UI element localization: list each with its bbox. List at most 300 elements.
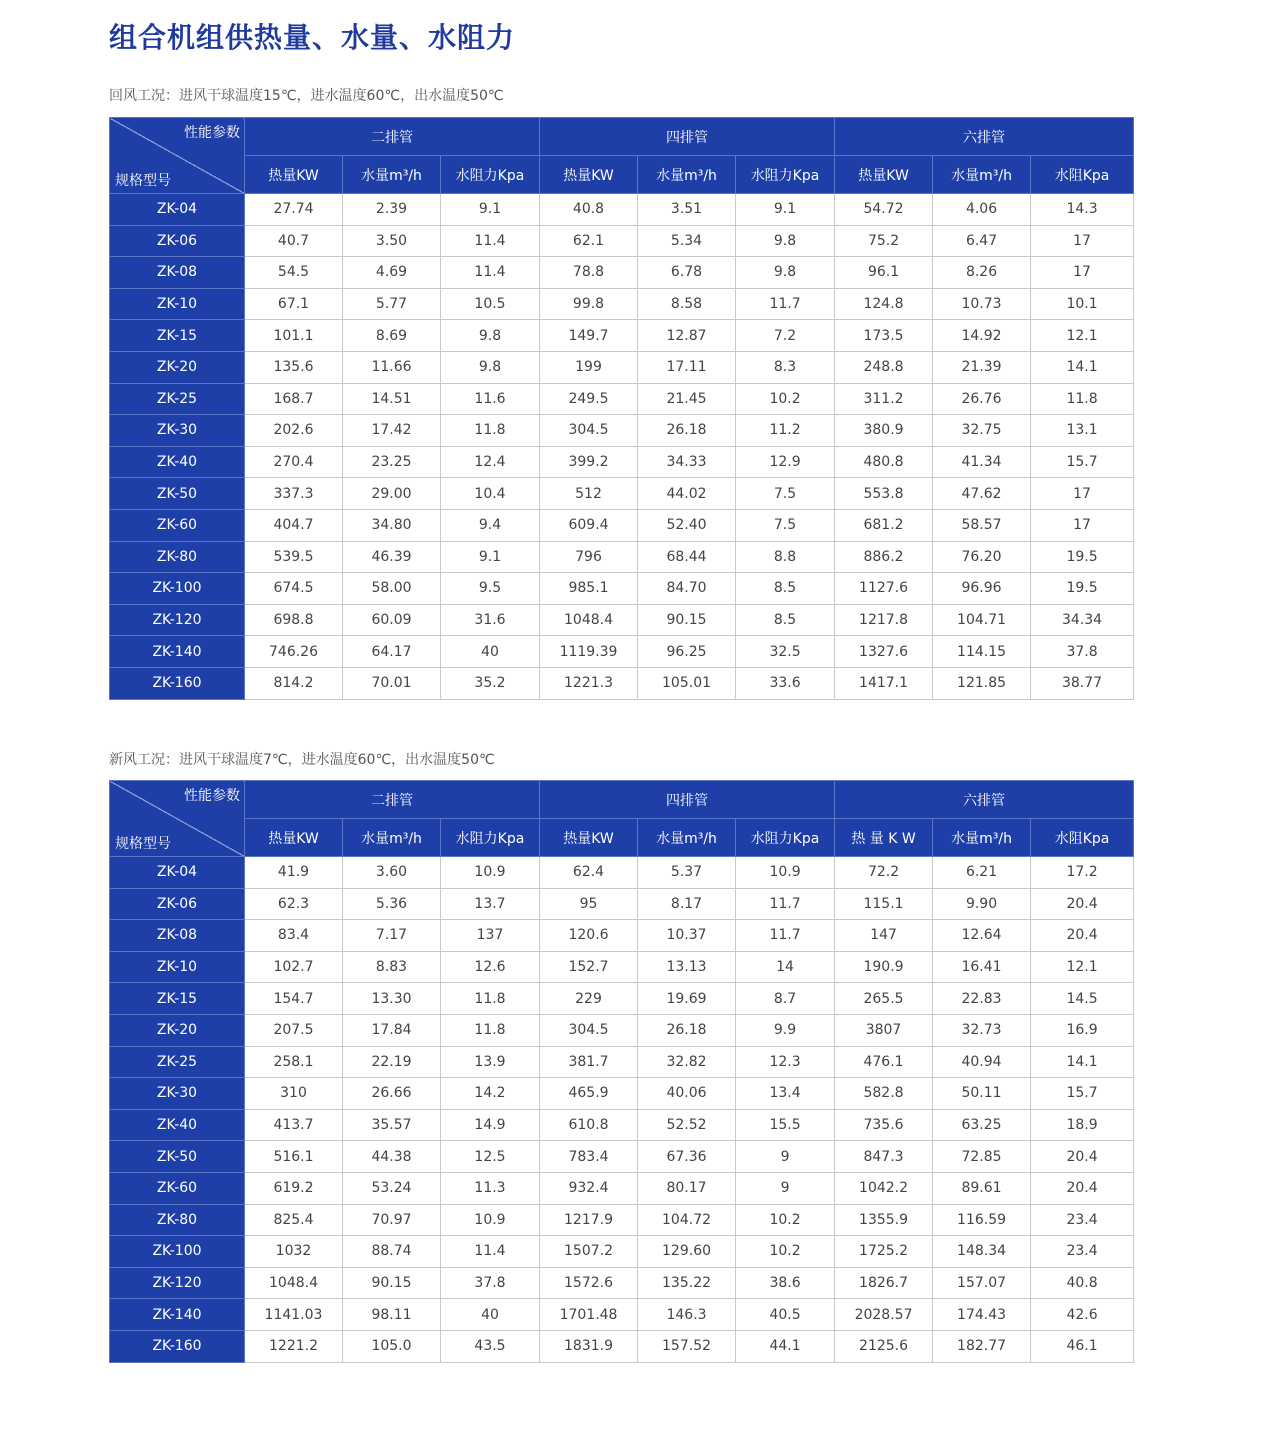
- value-cell: 105.01: [638, 667, 736, 699]
- value-cell: 22.19: [343, 1046, 441, 1078]
- value-cell: 9.1: [441, 194, 540, 226]
- value-cell: 7.5: [736, 509, 835, 541]
- value-cell: 1725.2: [835, 1236, 933, 1268]
- model-cell: ZK-160: [110, 1330, 245, 1362]
- value-cell: 10.73: [933, 288, 1031, 320]
- value-cell: 104.71: [933, 604, 1031, 636]
- table-row: [110, 288, 1134, 320]
- value-cell: 52.40: [638, 509, 736, 541]
- value-cell: 17: [1031, 257, 1134, 289]
- model-cell: ZK-60: [110, 1172, 245, 1204]
- value-cell: 129.60: [638, 1236, 736, 1268]
- value-cell: 5.34: [638, 225, 736, 257]
- value-cell: 3807: [835, 1014, 933, 1046]
- value-cell: 10.5: [441, 288, 540, 320]
- value-cell: 41.34: [933, 446, 1031, 478]
- value-cell: 1141.03: [245, 1299, 343, 1331]
- value-cell: 9.5: [441, 573, 540, 605]
- column-header: 热 量 K W: [835, 819, 933, 857]
- value-cell: 8.83: [343, 951, 441, 983]
- value-cell: 14.1: [1031, 351, 1134, 383]
- value-cell: 84.70: [638, 573, 736, 605]
- value-cell: 18.9: [1031, 1109, 1134, 1141]
- column-header: 水量m³/h: [933, 156, 1031, 194]
- value-cell: 12.9: [736, 446, 835, 478]
- value-cell: 8.8: [736, 541, 835, 573]
- value-cell: 16.9: [1031, 1014, 1134, 1046]
- value-cell: 21.39: [933, 351, 1031, 383]
- value-cell: 380.9: [835, 415, 933, 447]
- value-cell: 149.7: [540, 320, 638, 352]
- value-cell: 619.2: [245, 1172, 343, 1204]
- value-cell: 304.5: [540, 1014, 638, 1046]
- value-cell: 12.87: [638, 320, 736, 352]
- model-cell: ZK-120: [110, 1267, 245, 1299]
- value-cell: 480.8: [835, 446, 933, 478]
- value-cell: 38.77: [1031, 667, 1134, 699]
- value-cell: 11.7: [736, 920, 835, 952]
- value-cell: 6.21: [933, 857, 1031, 889]
- table-row: [110, 541, 1134, 573]
- value-cell: 11.6: [441, 383, 540, 415]
- value-cell: 10.2: [736, 1236, 835, 1268]
- table-row: [110, 983, 1134, 1015]
- value-cell: 147: [835, 920, 933, 952]
- value-cell: 681.2: [835, 509, 933, 541]
- value-cell: 8.26: [933, 257, 1031, 289]
- model-cell: ZK-140: [110, 636, 245, 668]
- value-cell: 10.37: [638, 920, 736, 952]
- value-cell: 337.3: [245, 478, 343, 510]
- value-cell: 512: [540, 478, 638, 510]
- value-cell: 64.17: [343, 636, 441, 668]
- value-cell: 12.1: [1031, 951, 1134, 983]
- value-cell: 34.34: [1031, 604, 1134, 636]
- model-cell: ZK-04: [110, 857, 245, 889]
- value-cell: 8.17: [638, 888, 736, 920]
- column-header: 水量m³/h: [638, 819, 736, 857]
- value-cell: 173.5: [835, 320, 933, 352]
- model-cell: ZK-10: [110, 288, 245, 320]
- value-cell: 404.7: [245, 509, 343, 541]
- value-cell: 12.5: [441, 1141, 540, 1173]
- value-cell: 7.2: [736, 320, 835, 352]
- value-cell: 265.5: [835, 983, 933, 1015]
- value-cell: 553.8: [835, 478, 933, 510]
- return-air-spec-table: [109, 117, 1134, 700]
- value-cell: 13.30: [343, 983, 441, 1015]
- value-cell: 101.1: [245, 320, 343, 352]
- value-cell: 9.8: [736, 257, 835, 289]
- value-cell: 58.57: [933, 509, 1031, 541]
- value-cell: 2.39: [343, 194, 441, 226]
- value-cell: 20.4: [1031, 1141, 1134, 1173]
- value-cell: 674.5: [245, 573, 343, 605]
- value-cell: 1127.6: [835, 573, 933, 605]
- value-cell: 12.64: [933, 920, 1031, 952]
- value-cell: 52.52: [638, 1109, 736, 1141]
- value-cell: 32.5: [736, 636, 835, 668]
- value-cell: 115.1: [835, 888, 933, 920]
- value-cell: 249.5: [540, 383, 638, 415]
- model-cell: ZK-20: [110, 1014, 245, 1046]
- value-cell: 10.9: [441, 857, 540, 889]
- value-cell: 11.4: [441, 257, 540, 289]
- value-cell: 16.41: [933, 951, 1031, 983]
- value-cell: 381.7: [540, 1046, 638, 1078]
- value-cell: 10.1: [1031, 288, 1134, 320]
- value-cell: 610.8: [540, 1109, 638, 1141]
- value-cell: 44.1: [736, 1330, 835, 1362]
- value-cell: 20.4: [1031, 888, 1134, 920]
- value-cell: 5.36: [343, 888, 441, 920]
- value-cell: 62.1: [540, 225, 638, 257]
- value-cell: 54.5: [245, 257, 343, 289]
- value-cell: 9.8: [441, 351, 540, 383]
- value-cell: 9.8: [736, 225, 835, 257]
- value-cell: 37.8: [1031, 636, 1134, 668]
- model-cell: ZK-08: [110, 257, 245, 289]
- model-cell: ZK-100: [110, 573, 245, 605]
- value-cell: 1701.48: [540, 1299, 638, 1331]
- value-cell: 135.6: [245, 351, 343, 383]
- value-cell: 29.00: [343, 478, 441, 510]
- model-cell: ZK-08: [110, 920, 245, 952]
- value-cell: 40: [441, 636, 540, 668]
- value-cell: 304.5: [540, 415, 638, 447]
- value-cell: 72.85: [933, 1141, 1031, 1173]
- value-cell: 1048.4: [245, 1267, 343, 1299]
- value-cell: 13.13: [638, 951, 736, 983]
- value-cell: 9.8: [441, 320, 540, 352]
- coil-group-header: 二排管: [245, 118, 540, 156]
- value-cell: 229: [540, 983, 638, 1015]
- value-cell: 26.18: [638, 415, 736, 447]
- value-cell: 6.78: [638, 257, 736, 289]
- value-cell: 34.80: [343, 509, 441, 541]
- value-cell: 8.5: [736, 604, 835, 636]
- value-cell: 11.8: [1031, 383, 1134, 415]
- model-cell: ZK-04: [110, 194, 245, 226]
- value-cell: 68.44: [638, 541, 736, 573]
- value-cell: 168.7: [245, 383, 343, 415]
- value-cell: 157.07: [933, 1267, 1031, 1299]
- column-header: 热量KW: [540, 156, 638, 194]
- value-cell: 38.6: [736, 1267, 835, 1299]
- table-row: [110, 1330, 1134, 1362]
- value-cell: 202.6: [245, 415, 343, 447]
- value-cell: 40.5: [736, 1299, 835, 1331]
- value-cell: 78.8: [540, 257, 638, 289]
- value-cell: 539.5: [245, 541, 343, 573]
- column-header: 水阻力Kpa: [441, 819, 540, 857]
- value-cell: 104.72: [638, 1204, 736, 1236]
- value-cell: 3.50: [343, 225, 441, 257]
- value-cell: 516.1: [245, 1141, 343, 1173]
- value-cell: 4.06: [933, 194, 1031, 226]
- value-cell: 11.7: [736, 888, 835, 920]
- corner-header: [110, 118, 245, 194]
- value-cell: 932.4: [540, 1172, 638, 1204]
- model-cell: ZK-15: [110, 320, 245, 352]
- value-cell: 76.20: [933, 541, 1031, 573]
- table-row: [110, 1204, 1134, 1236]
- value-cell: 17: [1031, 225, 1134, 257]
- model-cell: ZK-30: [110, 1078, 245, 1110]
- value-cell: 146.3: [638, 1299, 736, 1331]
- value-cell: 2028.57: [835, 1299, 933, 1331]
- value-cell: 270.4: [245, 446, 343, 478]
- value-cell: 152.7: [540, 951, 638, 983]
- table-row: [110, 1141, 1134, 1173]
- table-row: [110, 1046, 1134, 1078]
- value-cell: 32.73: [933, 1014, 1031, 1046]
- model-cell: ZK-40: [110, 1109, 245, 1141]
- performance-params-label: 性能参数: [184, 788, 240, 804]
- value-cell: 11.2: [736, 415, 835, 447]
- value-cell: 174.43: [933, 1299, 1031, 1331]
- column-header: 水量m³/h: [343, 819, 441, 857]
- value-cell: 40.8: [1031, 1267, 1134, 1299]
- value-cell: 23.25: [343, 446, 441, 478]
- table-row: [110, 446, 1134, 478]
- value-cell: 796: [540, 541, 638, 573]
- table-row: [110, 573, 1134, 605]
- coil-group-header: 六排管: [835, 118, 1134, 156]
- corner-header: [110, 781, 245, 857]
- value-cell: 1032: [245, 1236, 343, 1268]
- fresh-air-condition: 新风工况：进风干球温度7℃，进水温度60℃，出水温度50℃: [109, 752, 495, 768]
- value-cell: 88.74: [343, 1236, 441, 1268]
- table-row: [110, 383, 1134, 415]
- value-cell: 19.69: [638, 983, 736, 1015]
- value-cell: 70.01: [343, 667, 441, 699]
- value-cell: 190.9: [835, 951, 933, 983]
- value-cell: 413.7: [245, 1109, 343, 1141]
- value-cell: 114.15: [933, 636, 1031, 668]
- value-cell: 476.1: [835, 1046, 933, 1078]
- table-row: [110, 225, 1134, 257]
- value-cell: 13.7: [441, 888, 540, 920]
- value-cell: 10.2: [736, 383, 835, 415]
- value-cell: 21.45: [638, 383, 736, 415]
- model-cell: ZK-06: [110, 888, 245, 920]
- value-cell: 90.15: [343, 1267, 441, 1299]
- value-cell: 11.66: [343, 351, 441, 383]
- value-cell: 44.38: [343, 1141, 441, 1173]
- value-cell: 12.3: [736, 1046, 835, 1078]
- value-cell: 15.5: [736, 1109, 835, 1141]
- coil-group-header: 四排管: [540, 118, 835, 156]
- value-cell: 11.4: [441, 1236, 540, 1268]
- value-cell: 399.2: [540, 446, 638, 478]
- value-cell: 10.2: [736, 1204, 835, 1236]
- value-cell: 11.8: [441, 1014, 540, 1046]
- value-cell: 258.1: [245, 1046, 343, 1078]
- value-cell: 5.37: [638, 857, 736, 889]
- table-row: [110, 1014, 1134, 1046]
- column-header: 水阻力Kpa: [736, 156, 835, 194]
- column-header: 水阻Kpa: [1031, 819, 1134, 857]
- value-cell: 46.1: [1031, 1330, 1134, 1362]
- value-cell: 105.0: [343, 1330, 441, 1362]
- value-cell: 12.4: [441, 446, 540, 478]
- value-cell: 182.77: [933, 1330, 1031, 1362]
- page-title: 组合机组供热量、水量、水阻力: [109, 21, 516, 54]
- value-cell: 50.11: [933, 1078, 1031, 1110]
- model-spec-label: 规格型号: [115, 836, 171, 852]
- value-cell: 1048.4: [540, 604, 638, 636]
- table-row: [110, 194, 1134, 226]
- value-cell: 37.8: [441, 1267, 540, 1299]
- value-cell: 9.90: [933, 888, 1031, 920]
- model-cell: ZK-50: [110, 478, 245, 510]
- table-row: [110, 1236, 1134, 1268]
- value-cell: 14.2: [441, 1078, 540, 1110]
- value-cell: 8.7: [736, 983, 835, 1015]
- value-cell: 23.4: [1031, 1236, 1134, 1268]
- value-cell: 124.8: [835, 288, 933, 320]
- value-cell: 8.5: [736, 573, 835, 605]
- value-cell: 75.2: [835, 225, 933, 257]
- value-cell: 17: [1031, 478, 1134, 510]
- value-cell: 95: [540, 888, 638, 920]
- value-cell: 63.25: [933, 1109, 1031, 1141]
- value-cell: 32.82: [638, 1046, 736, 1078]
- table-row: [110, 636, 1134, 668]
- model-spec-label: 规格型号: [115, 173, 171, 189]
- column-header: 水阻Kpa: [1031, 156, 1134, 194]
- coil-group-header: 二排管: [245, 781, 540, 819]
- value-cell: 96.25: [638, 636, 736, 668]
- value-cell: 311.2: [835, 383, 933, 415]
- column-header: 水阻力Kpa: [736, 819, 835, 857]
- value-cell: 1826.7: [835, 1267, 933, 1299]
- value-cell: 10.9: [736, 857, 835, 889]
- value-cell: 9: [736, 1172, 835, 1204]
- value-cell: 60.09: [343, 604, 441, 636]
- value-cell: 1042.2: [835, 1172, 933, 1204]
- value-cell: 89.61: [933, 1172, 1031, 1204]
- value-cell: 32.75: [933, 415, 1031, 447]
- value-cell: 102.7: [245, 951, 343, 983]
- value-cell: 11.3: [441, 1172, 540, 1204]
- value-cell: 8.58: [638, 288, 736, 320]
- value-cell: 1507.2: [540, 1236, 638, 1268]
- value-cell: 9.1: [441, 541, 540, 573]
- value-cell: 6.47: [933, 225, 1031, 257]
- value-cell: 13.4: [736, 1078, 835, 1110]
- value-cell: 1355.9: [835, 1204, 933, 1236]
- column-header: 水量m³/h: [933, 819, 1031, 857]
- value-cell: 847.3: [835, 1141, 933, 1173]
- model-cell: ZK-15: [110, 983, 245, 1015]
- value-cell: 67.36: [638, 1141, 736, 1173]
- value-cell: 53.24: [343, 1172, 441, 1204]
- value-cell: 40.06: [638, 1078, 736, 1110]
- value-cell: 35.57: [343, 1109, 441, 1141]
- model-cell: ZK-25: [110, 383, 245, 415]
- value-cell: 23.4: [1031, 1204, 1134, 1236]
- coil-group-header: 四排管: [540, 781, 835, 819]
- value-cell: 121.85: [933, 667, 1031, 699]
- value-cell: 1831.9: [540, 1330, 638, 1362]
- table-row: [110, 1267, 1134, 1299]
- value-cell: 31.6: [441, 604, 540, 636]
- value-cell: 17: [1031, 509, 1134, 541]
- model-cell: ZK-10: [110, 951, 245, 983]
- value-cell: 11.7: [736, 288, 835, 320]
- performance-params-label: 性能参数: [184, 125, 240, 141]
- value-cell: 465.9: [540, 1078, 638, 1110]
- column-header: 水量m³/h: [638, 156, 736, 194]
- value-cell: 207.5: [245, 1014, 343, 1046]
- table-row: [110, 667, 1134, 699]
- value-cell: 15.7: [1031, 446, 1134, 478]
- value-cell: 120.6: [540, 920, 638, 952]
- value-cell: 34.33: [638, 446, 736, 478]
- fresh-air-spec-table: [109, 780, 1134, 1363]
- value-cell: 8.3: [736, 351, 835, 383]
- value-cell: 96.96: [933, 573, 1031, 605]
- table-row: [110, 478, 1134, 510]
- table-row: [110, 888, 1134, 920]
- table-row: [110, 604, 1134, 636]
- column-header: 热量KW: [835, 156, 933, 194]
- value-cell: 14.3: [1031, 194, 1134, 226]
- value-cell: 58.00: [343, 573, 441, 605]
- table-row: [110, 320, 1134, 352]
- value-cell: 80.17: [638, 1172, 736, 1204]
- value-cell: 886.2: [835, 541, 933, 573]
- table-row: [110, 1109, 1134, 1141]
- value-cell: 19.5: [1031, 541, 1134, 573]
- value-cell: 12.1: [1031, 320, 1134, 352]
- table-row: [110, 951, 1134, 983]
- value-cell: 135.22: [638, 1267, 736, 1299]
- value-cell: 17.84: [343, 1014, 441, 1046]
- value-cell: 40.7: [245, 225, 343, 257]
- value-cell: 310: [245, 1078, 343, 1110]
- value-cell: 10.4: [441, 478, 540, 510]
- value-cell: 14: [736, 951, 835, 983]
- value-cell: 11.4: [441, 225, 540, 257]
- value-cell: 2125.6: [835, 1330, 933, 1362]
- table-row: [110, 509, 1134, 541]
- model-cell: ZK-100: [110, 1236, 245, 1268]
- value-cell: 20.4: [1031, 920, 1134, 952]
- value-cell: 17.11: [638, 351, 736, 383]
- value-cell: 11.8: [441, 983, 540, 1015]
- value-cell: 148.34: [933, 1236, 1031, 1268]
- coil-group-header: 六排管: [835, 781, 1134, 819]
- value-cell: 199: [540, 351, 638, 383]
- column-header: 热量KW: [245, 156, 343, 194]
- value-cell: 40.8: [540, 194, 638, 226]
- value-cell: 15.7: [1031, 1078, 1134, 1110]
- model-cell: ZK-80: [110, 1204, 245, 1236]
- value-cell: 1221.3: [540, 667, 638, 699]
- value-cell: 62.3: [245, 888, 343, 920]
- value-cell: 157.52: [638, 1330, 736, 1362]
- column-header: 热量KW: [540, 819, 638, 857]
- value-cell: 1327.6: [835, 636, 933, 668]
- column-header: 热量KW: [245, 819, 343, 857]
- value-cell: 26.66: [343, 1078, 441, 1110]
- table-row: [110, 1299, 1134, 1331]
- value-cell: 825.4: [245, 1204, 343, 1236]
- value-cell: 116.59: [933, 1204, 1031, 1236]
